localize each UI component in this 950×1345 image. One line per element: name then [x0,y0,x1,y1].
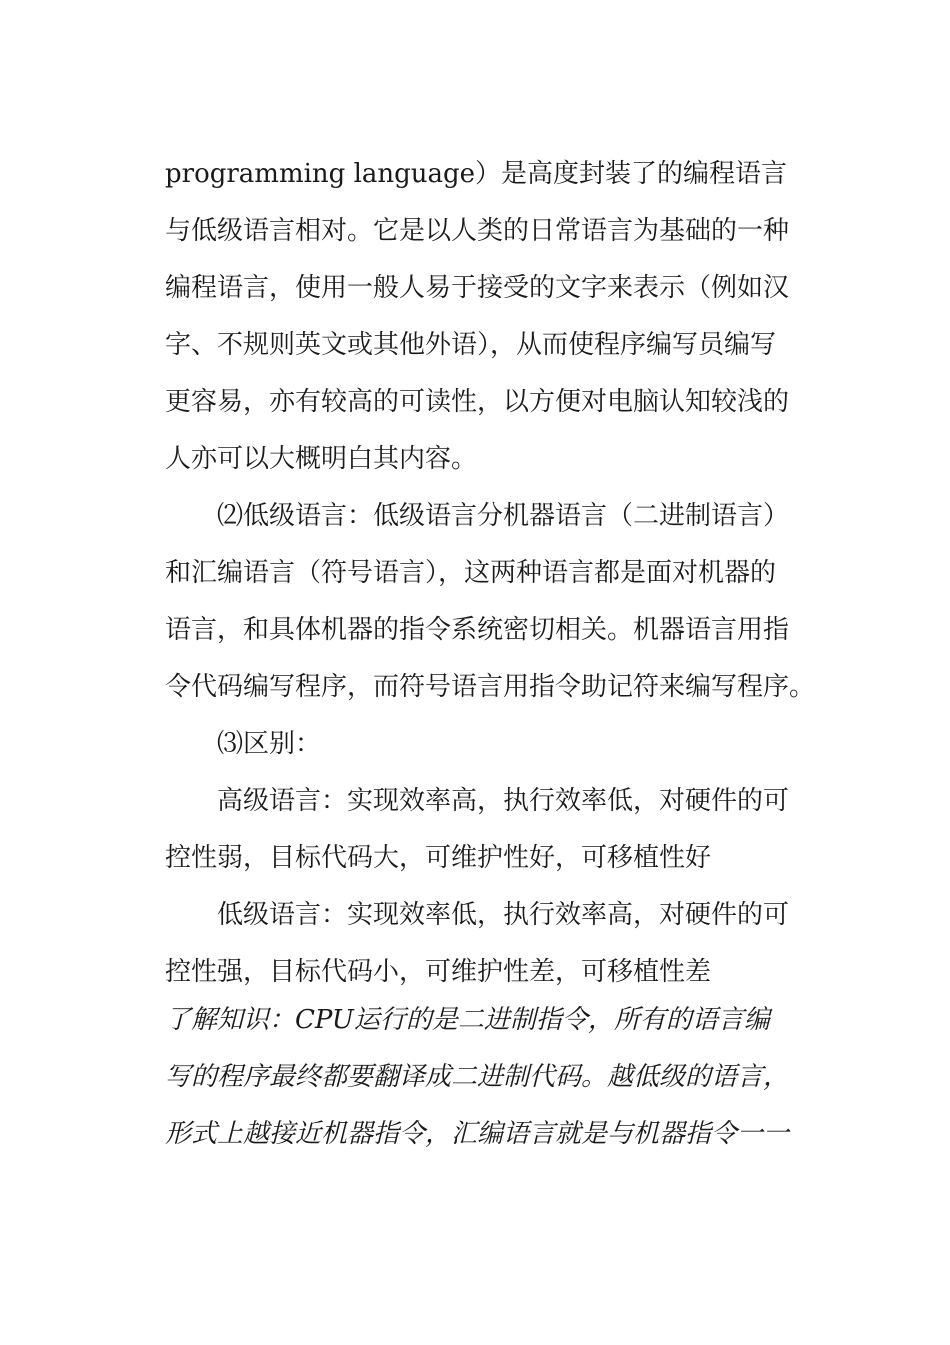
text-line: 人亦可以大概明白其内容。 [165,444,478,474]
text-line: 与低级语言相对。它是以人类的日常语言为基础的一种 [165,216,790,246]
note-paragraph [165,992,805,1163]
document-body [165,146,816,1163]
text-line: 写的程序最终都要翻译成二进制代码。越低级的语言， [165,1062,790,1092]
text-line: 更容易，亦有较高的可读性，以方便对电脑认知较浅的 [165,387,790,417]
text-line: 字、不规则英文或其他外语），从而使程序编写员编写 [165,330,777,360]
paragraph-high-level-comparison [165,773,805,887]
difference-heading: ⑶区别： [217,729,322,759]
text-line: 和汇编语言（符号语言），这两种语言都是面对机器的 [165,558,777,588]
text-line: ⑵低级语言：低级语言分机器语言（二进制语言） [217,501,790,531]
text-line: 控性强，目标代码小，可维护性差，可移植性差 [165,957,712,987]
text-line: programming language）是高度封装了的编程语言 [165,159,788,189]
paragraph-high-level-definition [165,146,805,488]
text-line: 形式上越接近机器指令，汇编语言就是与机器指令一一 [165,1119,790,1149]
text-line: 编程语言，使用一般人易于接受的文字来表示（例如汉 [165,273,790,303]
text-line: 高级语言：实现效率高，执行效率低，对硬件的可 [217,786,790,816]
text-line: 控性弱，目标代码大，可维护性好，可移植性好 [165,843,712,873]
text-line: 低级语言：实现效率低，执行效率高，对硬件的可 [217,900,790,930]
text-line: 了解知识：CPU运行的是二进制指令，所有的语言编 [165,1005,770,1035]
text-line: 语言，和具体机器的指令系统密切相关。机器语言用指 [165,615,790,645]
text-line: 令代码编写程序，而符号语言用指令助记符来编写程序。 [165,672,816,702]
paragraph-low-level-comparison [165,887,805,1001]
paragraph-low-level-language [165,488,816,716]
